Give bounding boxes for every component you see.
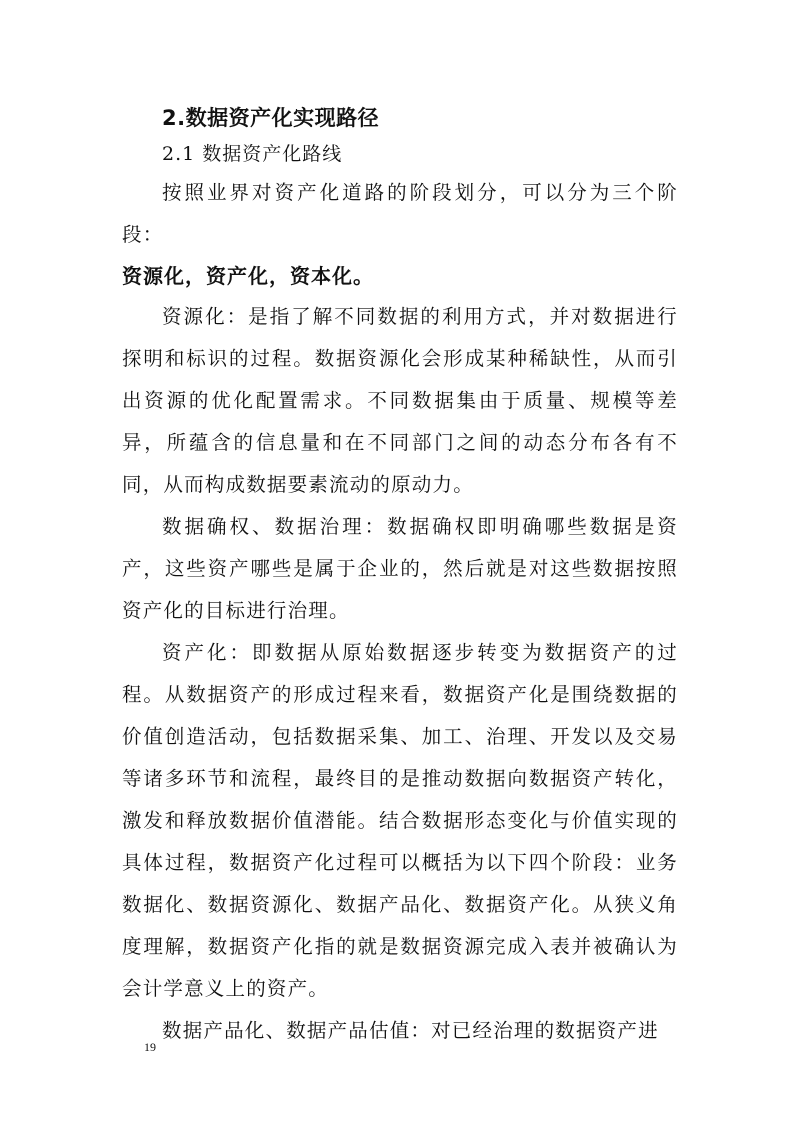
page-content xyxy=(122,100,678,1052)
paragraph-intro: 按照业界对资产化道路的阶段划分，可以分为三个阶段： xyxy=(122,181,678,246)
section-heading: 2.数据资产化实现路径 xyxy=(162,106,380,130)
page-number: 19 xyxy=(144,1040,156,1054)
paragraph-productization: 数据产品化、数据产品估值：对已经治理的数据资产进 xyxy=(162,1019,659,1042)
paragraph-resourcing: 资源化：是指了解不同数据的利用方式，并对数据进行探明和标识的过程。数据资源化会形成某种稀缺性，从而引出资源的优化配置需求。不同数据集由于质量、规模等差异，所蕴含的信息量和在不同部门之间的动态分布各有不同，从而构成数据要素流动的原动力。 xyxy=(122,305,678,496)
paragraph-stages-bold: 资源化，资产化，资本化。 xyxy=(122,264,374,288)
subsection-heading: 2.1 数据资产化路线 xyxy=(162,143,343,165)
paragraph-assetization: 资产化：即数据从原始数据逐步转变为数据资产的过程。从数据资产的形成过程来看，数据资产化是围绕数据的价值创造活动，包括数据采集、加工、治理、开发以及交易等诸多环节和流程，最终目的是推动数据向数据资产转化，激发和释放数据价值潜能。结合数据形态变化与价值实现的具体过程，数据资产化过程可以概括为以下四个阶段：业务数据化、数据资源化、数据产品化、数据资产化。从狭义角度理解，数据资产化指的就是数据资源完成入表并被确认为会计学意义上的资产。 xyxy=(122,641,678,1000)
paragraph-rights-governance: 数据确权、数据治理：数据确权即明确哪些数据是资产，这些资产哪些是属于企业的，然后就是对这些数据按照资产化的目标进行治理。 xyxy=(122,515,678,622)
